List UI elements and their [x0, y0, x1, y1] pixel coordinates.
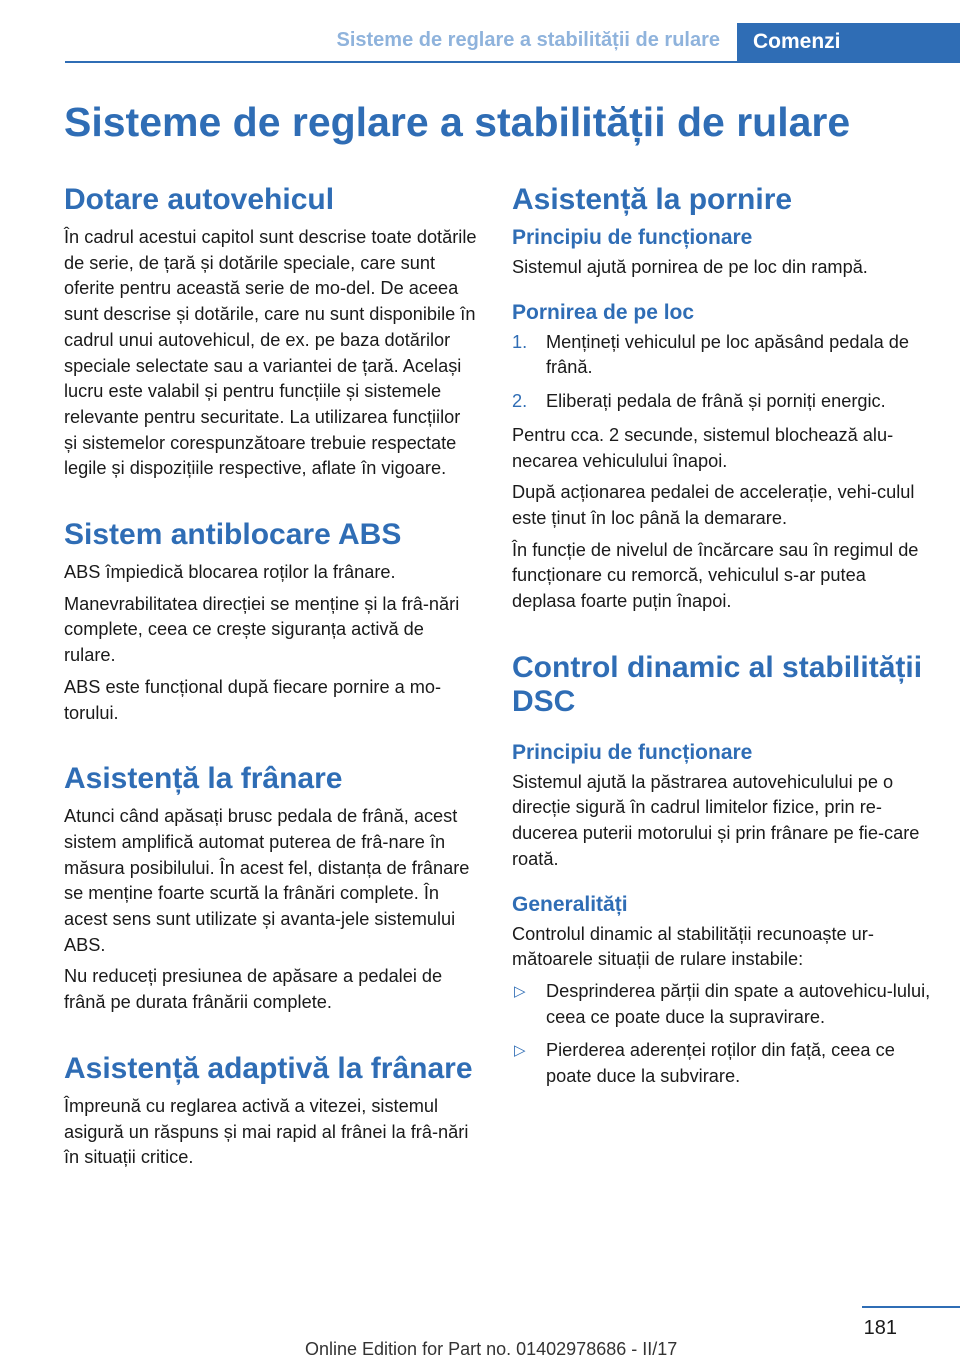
- step-number: 1.: [512, 331, 528, 352]
- section-heading-dsc: Control dinamic al stabilității DSC: [512, 650, 923, 718]
- paragraph: Atunci când apăsați brusc pedala de frână, acest sistem amplifică automat puterea de frâ‐nare în măsura posibilului. În acest fel, distanța de frânare se menține foarte scurtă la frânări complete. În acest sens sunt utilizate și avanta‐jele sistemului ABS.: [64, 806, 470, 955]
- paragraph: Manevrabilitatea direcției se menține și la frâ‐nări complete, ceea ce crește siguranța activă de rulare.: [64, 593, 460, 666]
- paragraph: Împreună cu reglarea activă a vitezei, sistemul asigură un răspuns și mai rapid al frânei la frâ‐nări în situații critice.: [64, 1095, 469, 1168]
- triangle-bullet-icon: ▷: [514, 1042, 526, 1060]
- left-column: [64, 183, 478, 1177]
- paragraph: În cadrul acestui capitol sunt descrise toate dotările de serie, de țară și dotările speciale, care sunt oferite pentru această serie de mo‐del. De aceea sunt descrise și dotările, care nu sunt disponibile în cadrul unui autovehicul, de ex. pe baza dotărilor speciale selectate sau a variantei de țară. Același lucru este valabil și pentru funcțiile și sistemele relevante pentru securitate. La utilizarea funcțiilor și sistemelor corespunzătoare trebuie respectate legile și dispozițiile respective, aflate în vigoare.: [64, 227, 477, 479]
- paragraph: Sistemul ajută la păstrarea autovehiculului pe o direcție sigură în cadrul limitelor fizice, prin re‐ducerea puterii motorului și prin frânare pe fie‐care roată.: [512, 771, 920, 869]
- numbered-steps: [512, 330, 932, 415]
- step-number: 2.: [512, 391, 528, 412]
- paragraph: După acționarea pedalei de accelerație, vehi‐culul este ținut în loc până la demarare.: [512, 482, 915, 528]
- footer-divider: [862, 1306, 960, 1308]
- subheading-operating-principle: Principiu de funcționare: [512, 226, 753, 249]
- list-item: [512, 1038, 932, 1089]
- subheading-general: Generalități: [512, 892, 628, 916]
- step-text: Eliberați pedala de frână și porniți energic.: [546, 391, 886, 412]
- paragraph: Controlul dinamic al stabilității recunoaște ur‐mătoarele situații de rulare instabile:: [512, 923, 874, 970]
- section-heading-hill-start: Asistență la pornire: [512, 183, 793, 216]
- paragraph: În funcție de nivelul de încărcare sau în regimul de funcționare cu remorcă, vehiculul s-ar putea deplasa foarte puțin înapoi.: [512, 539, 919, 612]
- page-number: 181: [863, 1317, 897, 1339]
- bullet-text: Pierderea aderenței roților din față, ceea ce poate duce la subvirare.: [546, 1040, 895, 1087]
- paragraph: Nu reduceți presiunea de apăsare a pedalei de frână pe durata frânării complete.: [64, 966, 443, 1013]
- header-chapter-tab: Comenzi: [737, 23, 960, 63]
- bullet-text: Desprinderea părții din spate a autovehicu‐lului, ceea ce poate duce la supravirare.: [546, 980, 931, 1027]
- list-item: [512, 330, 932, 381]
- subheading-operating-principle: Principiu de funcționare: [512, 740, 753, 764]
- list-item: [512, 979, 932, 1030]
- bullet-list: [512, 979, 932, 1090]
- right-column: [512, 183, 932, 1098]
- page-title: Sisteme de reglare a stabilității de rulare: [64, 99, 851, 145]
- section-heading-adaptive-brake-assist: Asistență adaptivă la frânare: [64, 1051, 473, 1085]
- section-heading-equipment: Dotare autovehicul: [64, 183, 335, 216]
- section-heading-brake-assist: Asistență la frânare: [64, 762, 343, 796]
- step-text: Mențineți vehiculul pe loc apăsând pedala de frână.: [546, 331, 909, 378]
- section-heading-abs: Sistem antiblocare ABS: [64, 518, 402, 552]
- header-divider: [65, 61, 960, 63]
- list-item: [512, 389, 932, 415]
- paragraph: Pentru cca. 2 secunde, sistemul blochează alu‐necarea vehiculului înapoi.: [512, 424, 894, 471]
- subheading-starting: Pornirea de pe loc: [512, 300, 695, 324]
- header-section-title: Sisteme de reglare a stabilității de rulare: [336, 29, 720, 51]
- edition-note: Online Edition for Part no. 01402978686 - II/17: [305, 1339, 678, 1359]
- paragraph: Sistemul ajută pornirea de pe loc din rampă.: [512, 257, 868, 277]
- paragraph: ABS împiedică blocarea roților la frânare.: [64, 562, 396, 583]
- paragraph: ABS este funcțional după fiecare pornire a mo‐torului.: [64, 676, 442, 723]
- triangle-bullet-icon: ▷: [514, 982, 526, 1000]
